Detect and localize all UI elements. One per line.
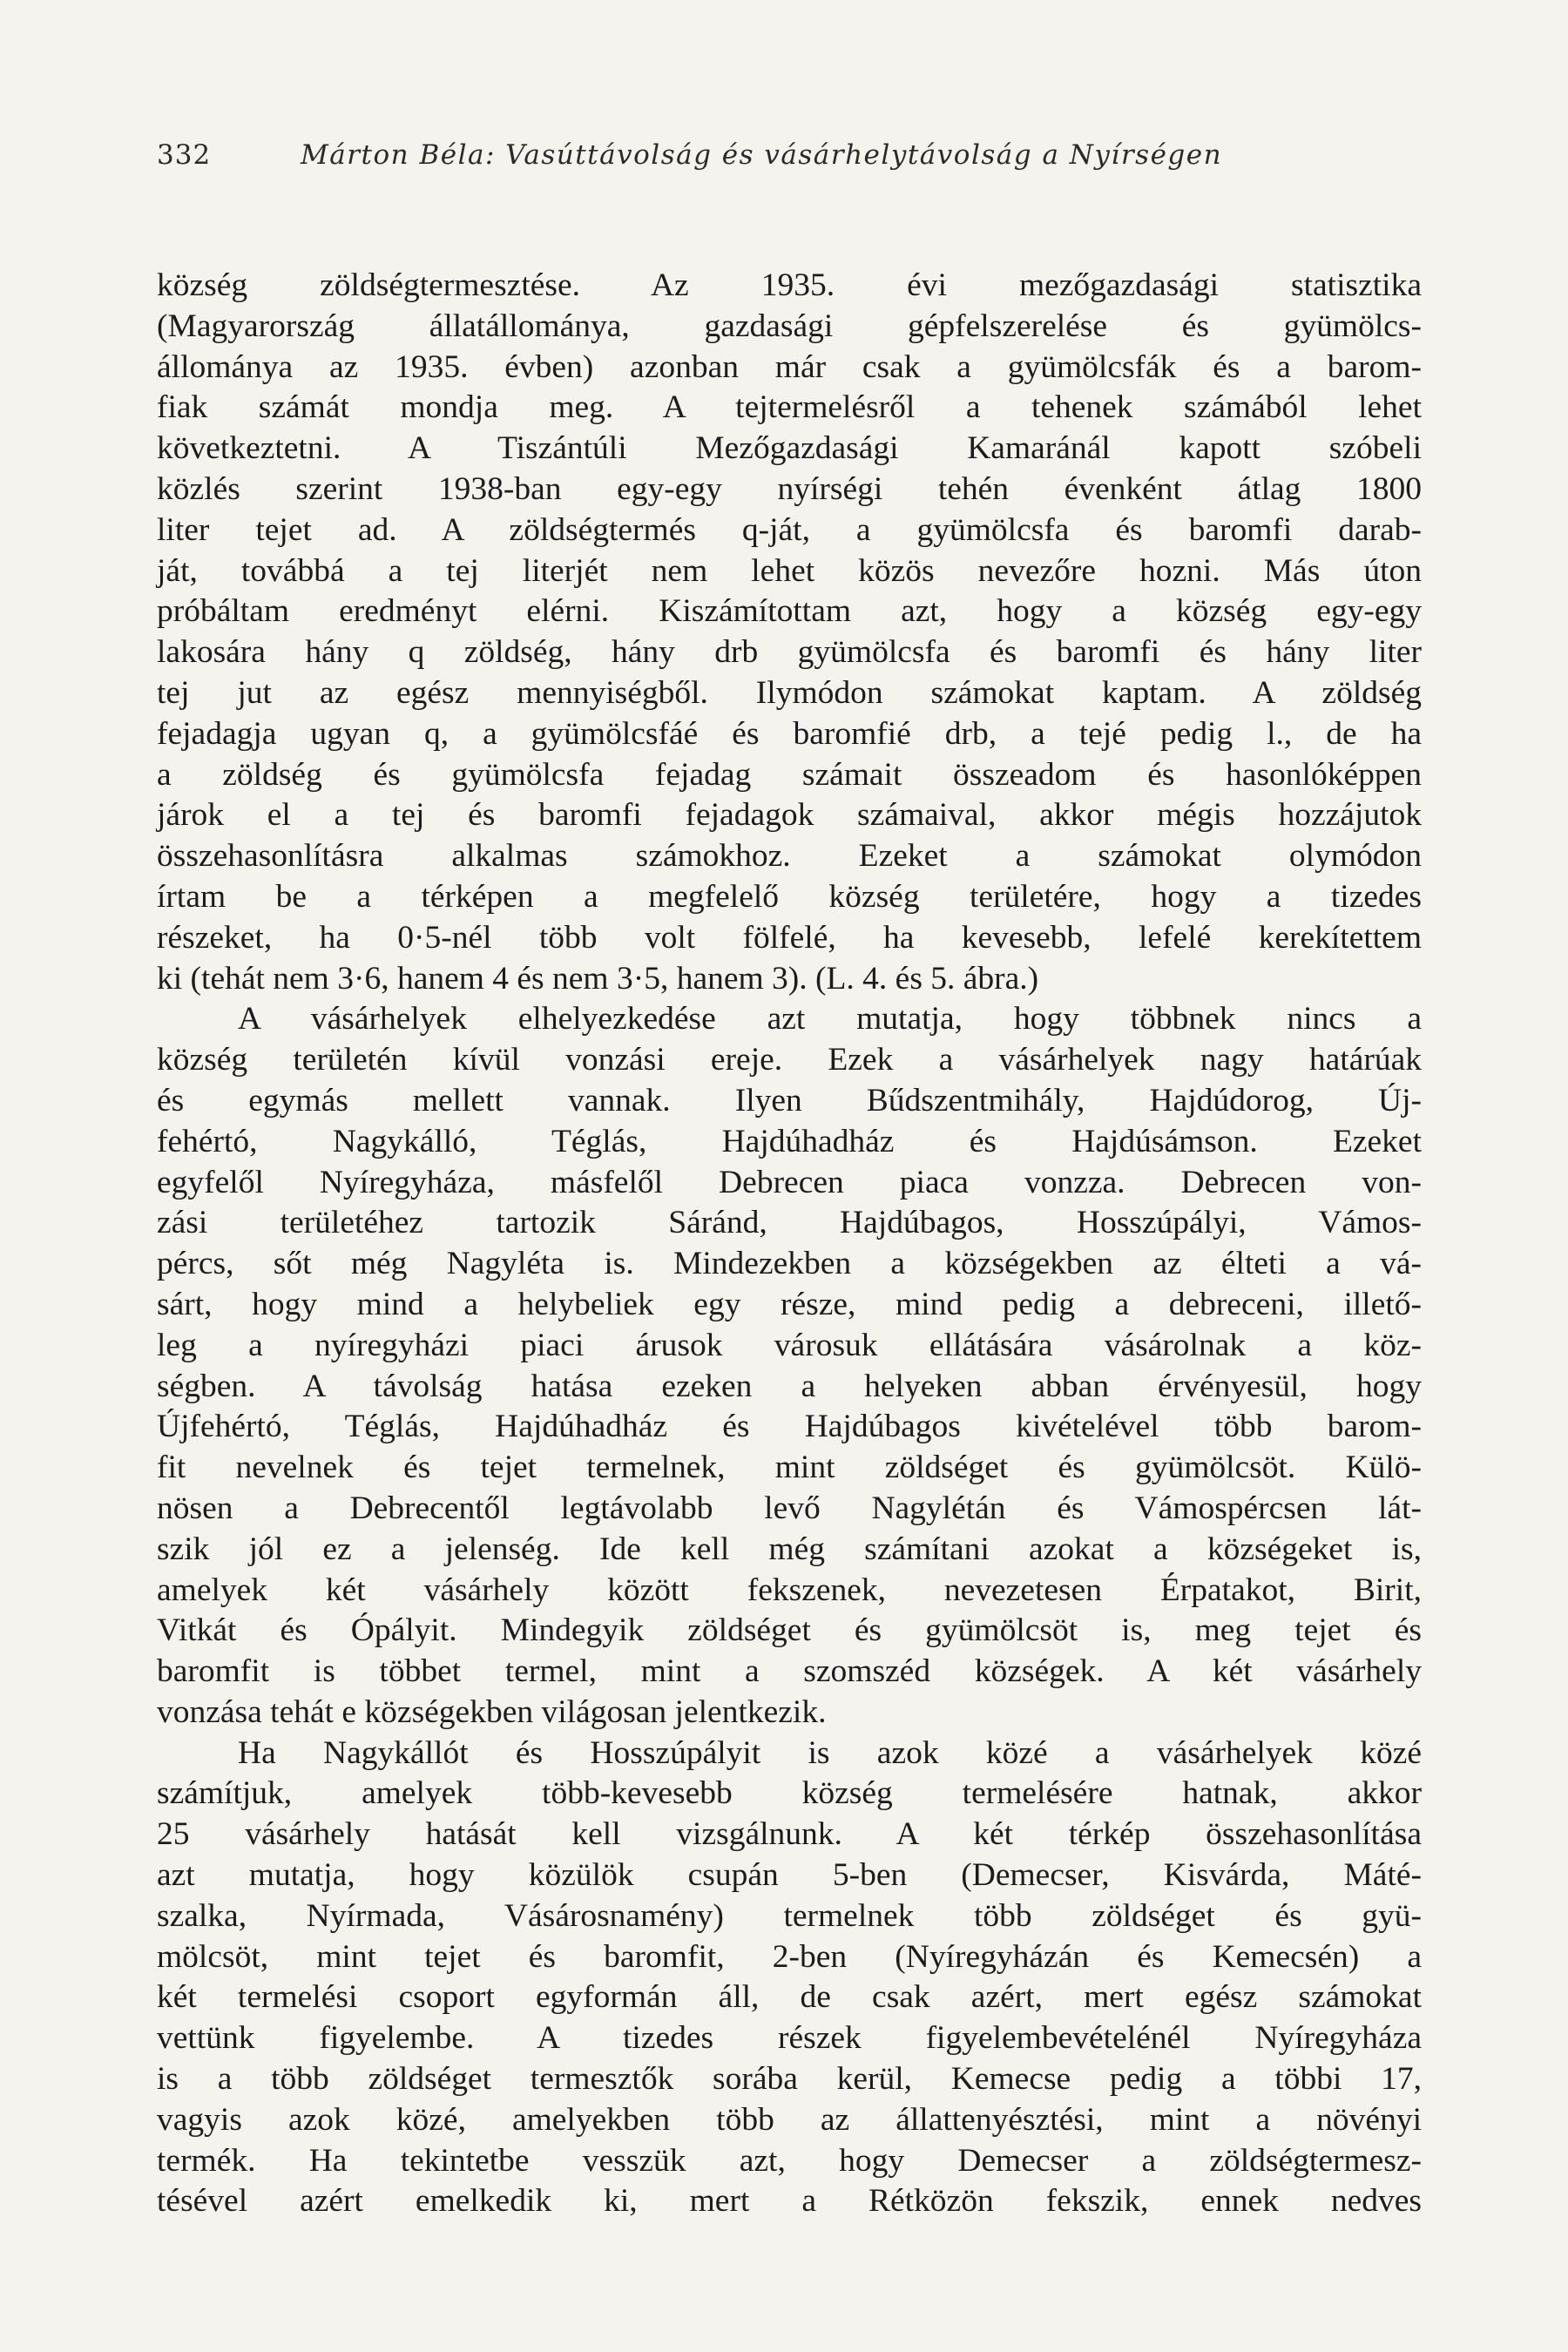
text-line: tej jut az egész mennyiségből. Ilymódon számokat kaptam. A zöldség	[157, 674, 1422, 711]
text-line: fit nevelnek és tejet termelnek, mint zöldséget és gyümölcsöt. Külö-	[157, 1450, 1422, 1486]
text-line: közlés szerint 1938-ban egy-egy nyírségi tehén évenként átlag 1800	[157, 470, 1422, 507]
text-line: tésével azért emelkedik ki, mert a Rétközön fekszik, ennek nedves	[157, 2183, 1422, 2220]
text-line: Ha Nagykállót és Hosszúpályit is azok közé a vásárhelyek közé	[238, 1734, 1422, 1771]
text-line: részeket, ha 0·5-nél több volt fölfelé, ha kevesebb, lefelé kerekítettem	[157, 919, 1422, 956]
text-line: Vitkát és Ópályit. Mindegyik zöldséget és gyümölcsöt is, meg tejet és	[157, 1612, 1422, 1649]
body-text	[157, 266, 1422, 2222]
text-line: A vásárhelyek elhelyezkedése azt mutatja, hogy többnek nincs a	[238, 1001, 1422, 1037]
text-line: a zöldség és gyümölcsfa fejadag számait összeadom és hasonlóképpen	[157, 756, 1422, 793]
text-line: és egymás mellett vannak. Ilyen Bűdszentmihály, Hajdúdorog, Új-	[157, 1082, 1422, 1119]
text-line: próbáltam eredményt elérni. Kiszámítottam azt, hogy a község egy-egy	[157, 593, 1422, 630]
text-line: járok el a tej és baromfi fejadagok számaival, akkor mégis hozzájutok	[157, 797, 1422, 834]
text-line: ját, továbbá a tej literjét nem lehet közös nevezőre hozni. Más úton	[157, 552, 1422, 589]
text-line: szalka, Nyírmada, Vásárosnamény) termelnek több zöldséget és gyü-	[157, 1897, 1422, 1934]
text-line: összehasonlításra alkalmas számokhoz. Ezeket a számokat olymódon	[157, 838, 1422, 875]
text-line: liter tejet ad. A zöldségtermés q-ját, a gyümölcsfa és baromfi darab-	[157, 511, 1422, 548]
text-line: írtam be a térképen a megfelelő község területére, hogy a tizedes	[157, 878, 1422, 915]
text-line: állománya az 1935. évben) azonban már csak a gyümölcsfák és a barom-	[157, 348, 1422, 385]
text-line: termék. Ha tekintetbe vesszük azt, hogy Demecser a zöldségtermesz-	[157, 2142, 1422, 2179]
text-line: vettünk figyelembe. A tizedes részek figyelembevételénél Nyíregyháza	[157, 2020, 1422, 2057]
paragraph	[157, 1734, 1422, 2223]
text-line: község zöldségtermesztése. Az 1935. évi mezőgazdasági statisztika	[157, 267, 1422, 303]
text-line: (Magyarország állatállománya, gazdasági gépfelszerelése és gyümölcs-	[157, 308, 1422, 344]
paragraph	[157, 266, 1422, 999]
text-line: azt mutatja, hogy közülök csupán 5-ben (Demecser, Kisvárda, Máté-	[157, 1857, 1422, 1894]
text-line: ki (tehát nem 3·6, hanem 4 és nem 3·5, hanem 3). (L. 4. és 5. ábra.)	[157, 960, 1039, 997]
text-line: vonzása tehát e községekben világosan jelentkezik.	[157, 1693, 827, 1730]
running-header	[157, 139, 1394, 183]
text-line: fiak számát mondja meg. A tejtermelésről a tehenek számából lehet	[157, 389, 1422, 426]
text-line: is a több zöldséget termesztők sorába kerül, Kemecse pedig a többi 17,	[157, 2061, 1422, 2098]
text-line: zási területéhez tartozik Sáránd, Hajdúbagos, Hosszúpályi, Vámos-	[157, 1205, 1422, 1241]
text-line: fejadagja ugyan q, a gyümölcsfáé és baromfié drb, a tejé pedig l., de ha	[157, 715, 1422, 752]
text-line: Újfehértó, Téglás, Hajdúhadház és Hajdúbagos kivételével több barom-	[157, 1409, 1422, 1445]
text-line: sárt, hogy mind a helybeliek egy része, mind pedig a debreceni, illető-	[157, 1286, 1422, 1322]
text-line: szik jól ez a jelenség. Ide kell még számítani azokat a községeket is,	[157, 1531, 1422, 1567]
text-line: leg a nyíregyházi piaci árusok városuk ellátására vásárolnak a köz-	[157, 1327, 1422, 1363]
text-line: számítjuk, amelyek több-kevesebb község termelésére hatnak, akkor	[157, 1775, 1422, 1812]
paragraph	[157, 999, 1422, 1733]
text-line: lakosára hány q zöldség, hány drb gyümölcsfa és baromfi és hány liter	[157, 634, 1422, 671]
text-line: két termelési csoport egyformán áll, de csak azért, mert egész számokat	[157, 1979, 1422, 2016]
text-line: fehértó, Nagykálló, Téglás, Hajdúhadház és Hajdúsámson. Ezeket	[157, 1123, 1422, 1159]
text-line: ségben. A távolság hatása ezeken a helyeken abban érvényesül, hogy	[157, 1368, 1422, 1404]
text-line: vagyis azok közé, amelyekben több az állattenyésztési, mint a növényi	[157, 2101, 1422, 2138]
text-line: mölcsöt, mint tejet és baromfit, 2-ben (Nyíregyházán és Kemecsén) a	[157, 1938, 1422, 1975]
text-line: nösen a Debrecentől legtávolabb levő Nagylétán és Vámospércsen lát-	[157, 1490, 1422, 1526]
text-line: pércs, sőt még Nagyléta is. Mindezekben a községekben az élteti a vá-	[157, 1246, 1422, 1282]
running-title: Márton Béla: Vasúttávolság és vásárhelytávolság a Nyírségen	[301, 139, 1223, 171]
page-number: 332	[157, 139, 212, 171]
text-line: következtetni. A Tiszántúli Mezőgazdasági Kamaránál kapott szóbeli	[157, 430, 1422, 467]
text-line: baromfit is többet termel, mint a szomszéd községek. A két vásárhely	[157, 1653, 1422, 1690]
text-line: egyfelől Nyíregyháza, másfelől Debrecen piaca vonzza. Debrecen von-	[157, 1164, 1422, 1200]
text-line: 25 vásárhely hatását kell vizsgálnunk. A két térkép összehasonlítása	[157, 1816, 1422, 1853]
text-line: község területén kívül vonzási ereje. Ezek a vásárhelyek nagy határúak	[157, 1042, 1422, 1078]
text-line: amelyek két vásárhely között fekszenek, nevezetesen Érpatakot, Birit,	[157, 1571, 1422, 1608]
